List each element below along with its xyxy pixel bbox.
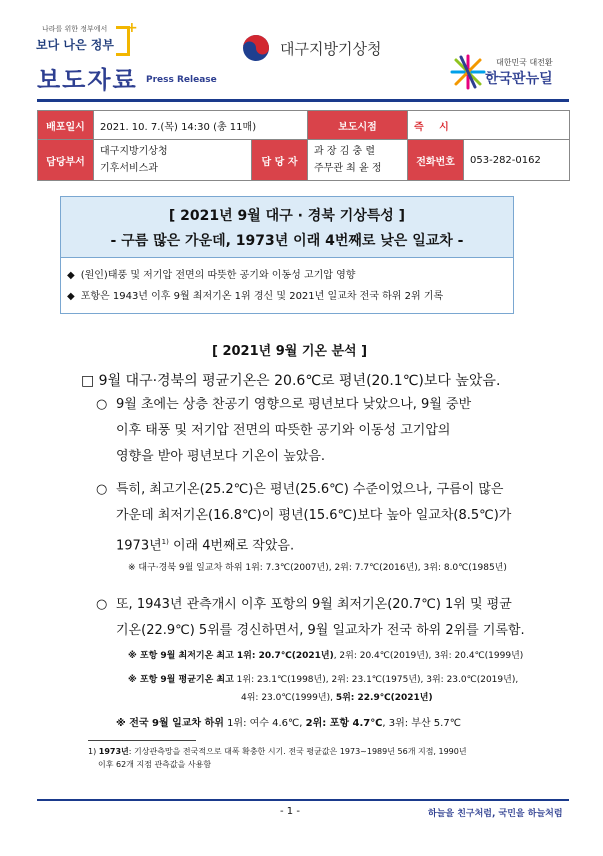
footnote-bold: 1973년	[98, 747, 129, 756]
diamond-bullet-icon: ◆	[67, 270, 75, 281]
dept-line-2: 기후서비스과	[100, 163, 158, 174]
note-text: 1위: 23.1℃(1998년), 2위: 23.1℃(1975년), 3위: 23.0℃(2019년),	[233, 675, 519, 685]
note-daegu-range: ※ 대구·경북 9월 일교차 하위 1위: 7.3℃(2007년), 2위: 7.7℃(2016년), 3위: 8.0℃(1985년)	[128, 563, 507, 573]
summary-bullet	[67, 266, 513, 287]
footnote	[88, 745, 467, 771]
release-row	[38, 111, 570, 140]
dept-label: 담당부서	[38, 140, 94, 181]
note-pohang-min	[128, 648, 523, 661]
gov-logo-slogan: 보다 나은 정부	[36, 38, 114, 52]
paragraph-line: 9월 초에는 상층 찬공기 영향으로 평년보다 낮았으나, 9월 중반	[116, 397, 472, 412]
government-emblem-icon	[242, 34, 270, 62]
footnote-line	[88, 745, 467, 758]
note-bold: 2위: 포항 4.7℃	[305, 718, 383, 729]
headline-box	[60, 196, 514, 258]
paragraph-line: 가운데 최저기온(16.8℃)이 평년(15.6℃)보다 높아 일교차(8.5℃)가	[116, 508, 512, 523]
press-release-title: 보도자료	[37, 66, 138, 94]
paragraph-line-end: 이래 4번째로 작았음.	[168, 538, 295, 554]
main-paragraph: □ 9월 대구·경북의 평균기온은 20.6℃로 평년(20.1℃)보다 높았음.	[81, 373, 501, 389]
release-info-table	[37, 110, 570, 181]
footnote-rule	[88, 740, 196, 741]
circle-bullet-icon: ○	[96, 397, 108, 412]
report-time-value: 즉 시	[408, 111, 570, 140]
summary-bullet-text: (원인)태풍 및 저기압 전면의 따뜻한 공기와 이동성 고기압 영향	[80, 270, 356, 281]
press-release-title-en: Press Release	[146, 75, 217, 85]
release-label: 배포일시	[38, 111, 94, 140]
dept-value	[94, 140, 252, 181]
paragraph-early-month	[116, 392, 471, 470]
paragraph-line: 이후 태풍 및 저기압 전면의 따뜻한 공기와 이동성 고기압의	[116, 423, 451, 438]
paragraph-line: 또, 1943년 관측개시 이후 포항의 9월 최저기온(20.7℃) 1위 및 평균	[116, 597, 512, 612]
note-pohang-mean-line2	[241, 690, 433, 703]
section-title: [ 2021년 9월 기온 분석 ]	[212, 344, 368, 359]
note-text: , 3위: 부산 5.7℃	[382, 718, 461, 729]
phone-label: 전화번호	[408, 140, 464, 181]
note-pohang-mean	[128, 672, 518, 685]
summary-bullet-text: 포항은 1943년 이후 9월 최저기온 1위 경신 및 2021년 일교차 전국 하위 2위 기록	[80, 291, 444, 302]
header-rule	[37, 99, 569, 102]
paragraph-line: 특히, 최고기온(25.2℃)은 평년(25.6℃) 수준이었으나, 구름이 많은	[116, 482, 504, 497]
page-number: - 1 -	[280, 806, 300, 817]
footnote-number: 1)	[88, 747, 97, 756]
contact-row	[38, 140, 570, 181]
dept-line-1: 대구지방기상청	[100, 146, 168, 157]
person-line-1: 과 장 김 충 렬	[314, 146, 376, 157]
person-value	[308, 140, 408, 181]
headline-title: [ 2021년 9월 대구 · 경북 기상특성 ]	[168, 208, 406, 224]
year-text: 1973년	[116, 538, 162, 554]
paragraph-diurnal-range	[116, 477, 511, 559]
footer-rule	[37, 799, 569, 801]
gov-logo	[36, 20, 146, 60]
person-line-2: 주무관 최 윤 정	[314, 163, 382, 174]
note-bold: ※ 포항 9월 평균기온 최고	[128, 675, 234, 685]
new-deal-caption: 대한민국 대전환	[496, 58, 553, 67]
gov-logo-plus-icon: +	[126, 20, 138, 36]
gov-logo-tagline: 나라를 위한 정부에서	[42, 25, 108, 33]
new-deal-name: 한국판뉴딜	[485, 71, 553, 87]
paragraph-line: 기온(22.9℃) 5위를 경신하면서, 9월 일교차가 전국 하위 2위를 기록함.	[116, 623, 525, 638]
release-value: 2021. 10. 7.(목) 14:30 (총 11매)	[94, 111, 308, 140]
footer-slogan: 하늘을 친구처럼, 국민을 하늘처럼	[428, 809, 563, 819]
note-national-range	[116, 714, 461, 729]
note-bold: 5위: 22.9℃(2021년)	[335, 693, 433, 703]
footnote-ref: 1)	[161, 538, 169, 546]
note-text: 4위: 23.0℃(1999년),	[241, 693, 336, 703]
summary-bullet	[67, 287, 513, 308]
korean-new-deal-logo-icon	[448, 52, 488, 92]
circle-bullet-icon: ○	[96, 597, 108, 612]
report-time-label: 보도시점	[308, 111, 408, 140]
footnote-text: : 기상관측망을 전국적으로 대폭 확충한 시기. 전국 평균값은 1973~1989년 56개 지점, 1990년	[128, 747, 467, 756]
paragraph-pohang	[116, 592, 525, 644]
paragraph-line	[116, 529, 511, 559]
person-label: 담 당 자	[252, 140, 308, 181]
headline-subtitle: - 구름 많은 가운데, 1973년 이래 4번째로 낮은 일교차 -	[110, 233, 464, 249]
footnote-line: 이후 62개 지점 관측값을 사용함	[98, 760, 212, 769]
circle-bullet-icon: ○	[96, 482, 108, 497]
paragraph-line: 영향을 받아 평년보다 기온이 높았음.	[116, 449, 326, 464]
agency-name: 대구지방기상청	[280, 40, 382, 58]
note-bold: ※ 전국 9월 일교차 하위	[116, 718, 224, 729]
phone-value: 053-282-0162	[464, 140, 570, 181]
note-bold: ※ 포항 9월 최저기온 최고 1위: 20.7℃(2021년)	[128, 651, 334, 661]
note-text: 1위: 여수 4.6℃,	[223, 718, 306, 729]
diamond-bullet-icon: ◆	[67, 291, 75, 302]
summary-bullets	[60, 258, 514, 314]
note-text: , 2위: 20.4℃(2019년), 3위: 20.4℃(1999년)	[333, 651, 524, 661]
